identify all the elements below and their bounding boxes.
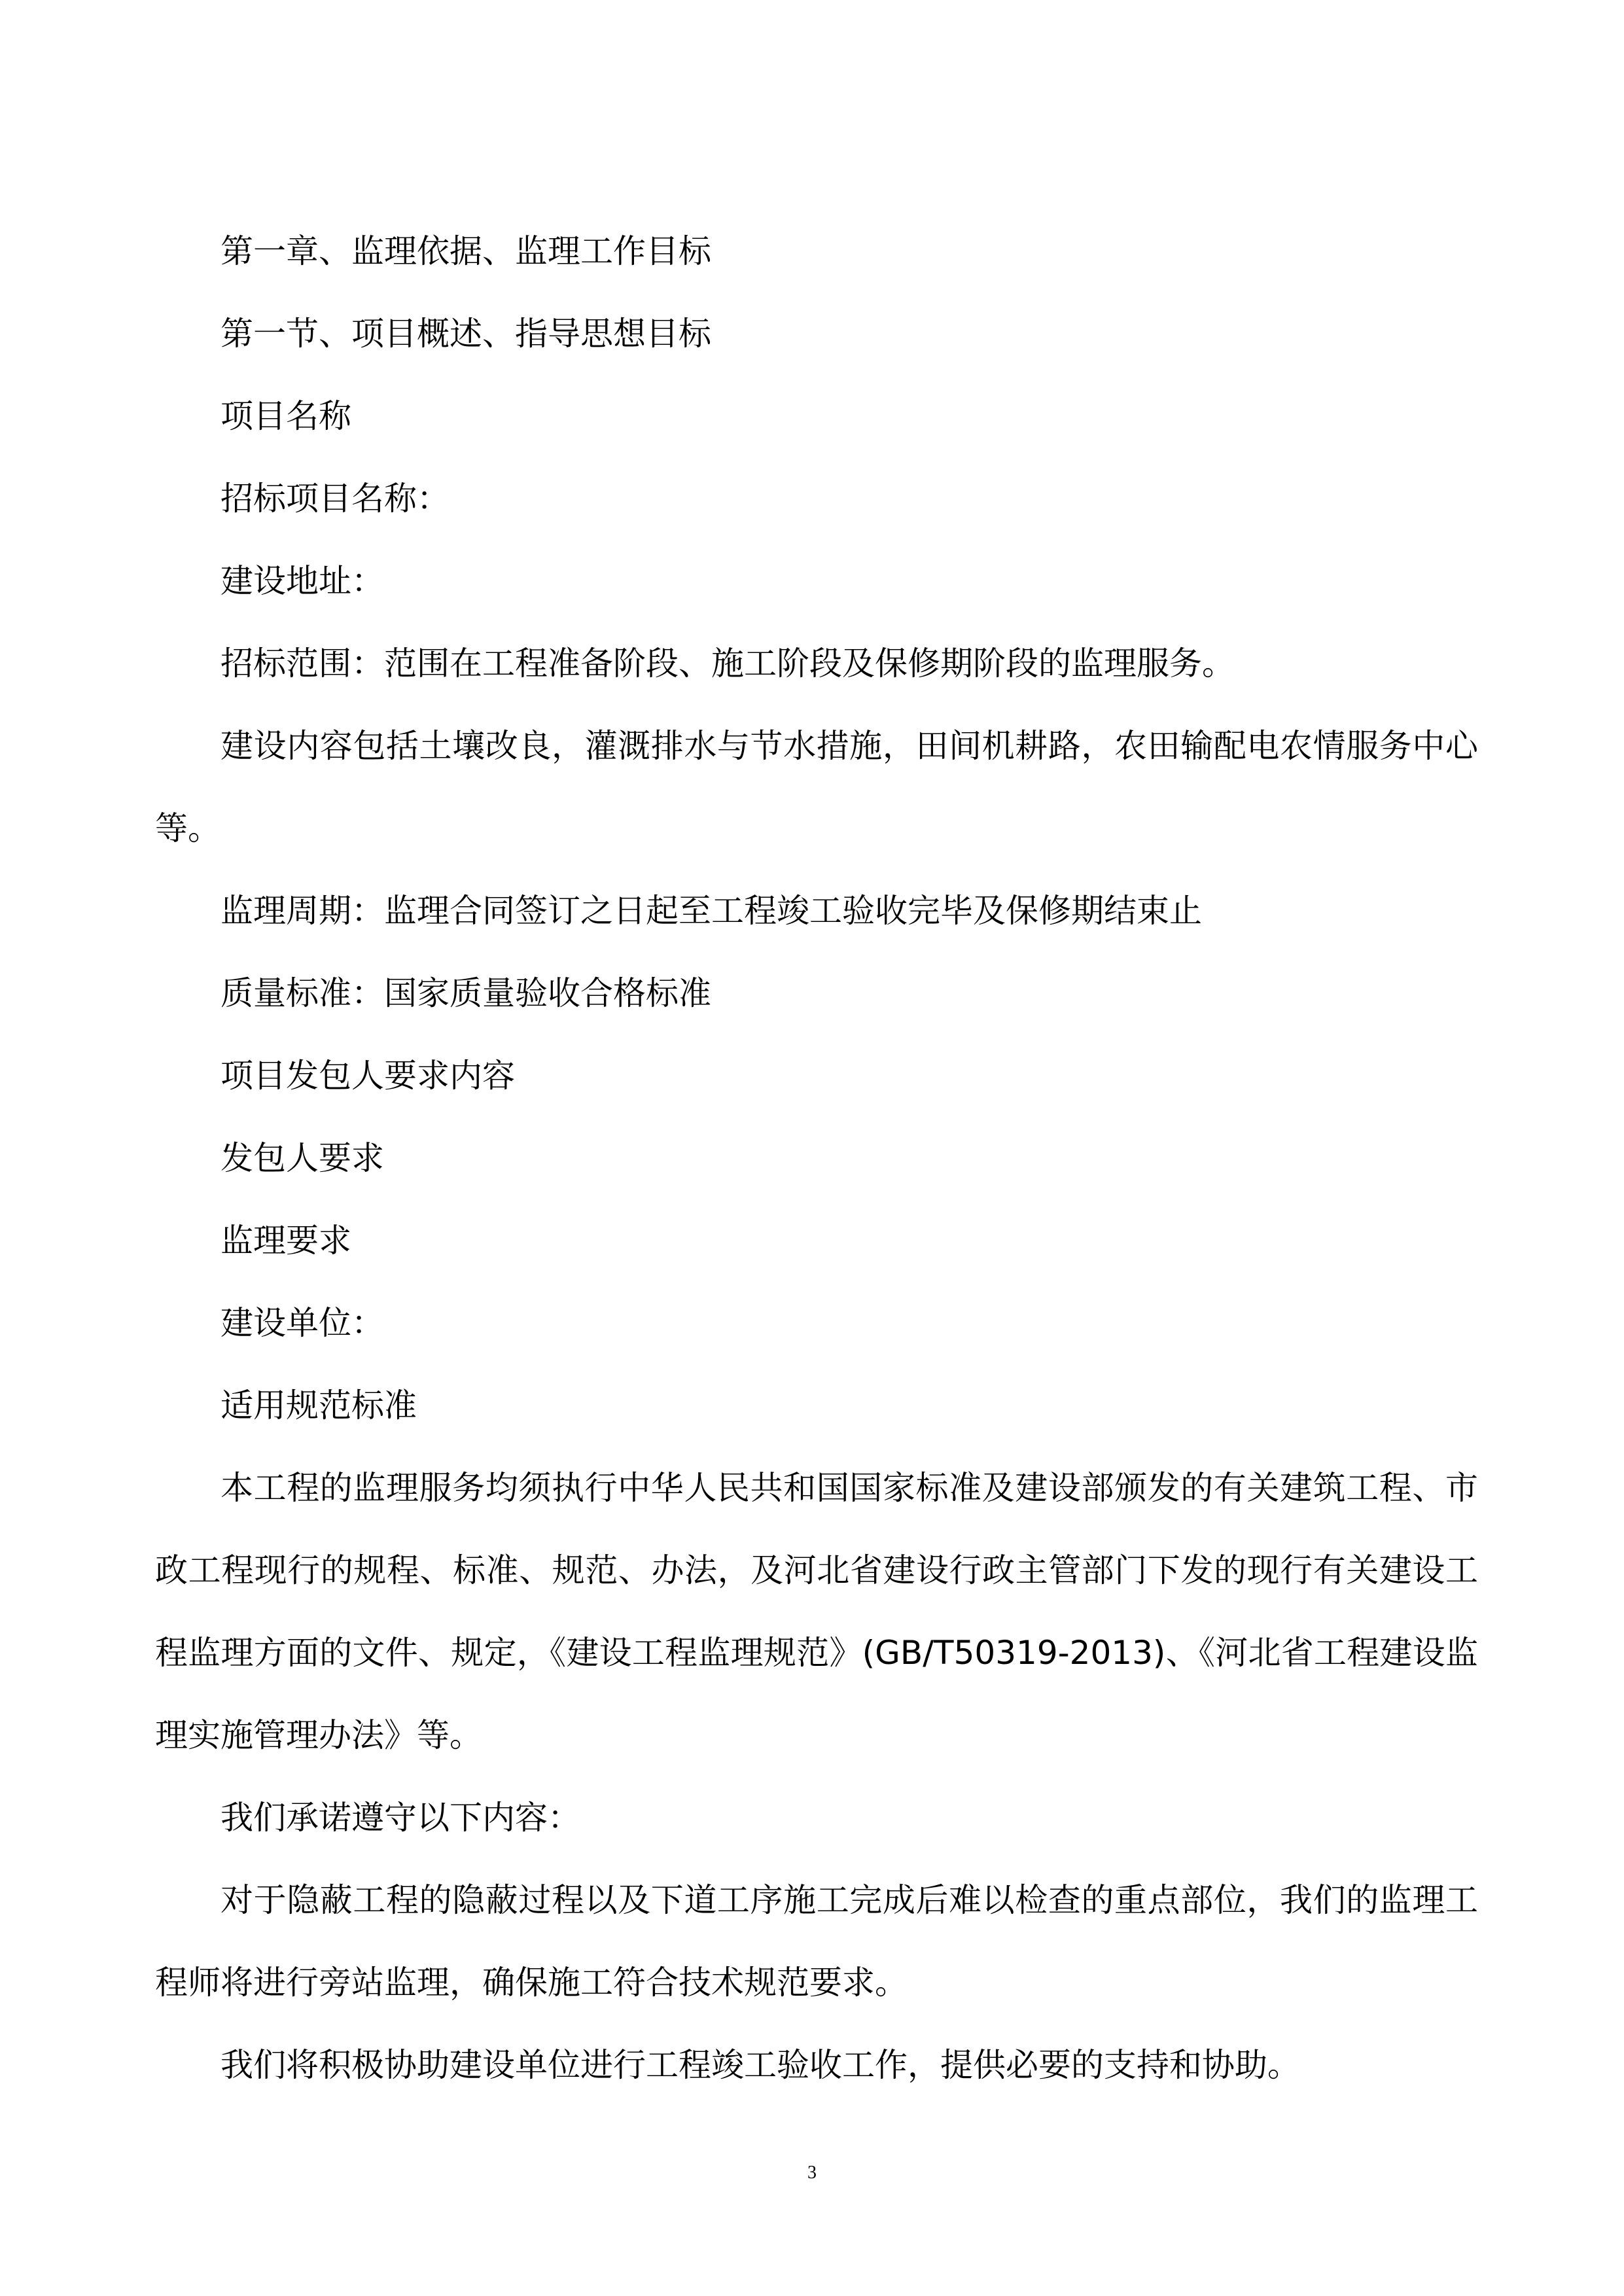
paragraph: 发包人要求 (221, 1139, 384, 1177)
paragraph: 建设内容包括土壤改良，灌溉排水与节水措施，田间机耕路，农田输配电农情服务中心等。 (155, 727, 1478, 847)
paragraph: 建设地址： (221, 562, 384, 600)
section-heading: 第一节、项目概述、指导思想目标 (221, 315, 711, 353)
paragraph: 适用规范标准 (221, 1386, 417, 1424)
paragraph: 质量标准：国家质量验收合格标准 (221, 974, 711, 1012)
paragraph: 本工程的监理服务均须执行中华人民共和国国家标准及建设部颁发的有关建筑工程、市政工程现行的规程、标准、规范、办法，及河北省建设行政主管部门下发的现行有关建设工程监理方面的文件、规定，《建设工程监理规范》(GB/T50319-2013)、《河北省工程建设监理实施管理办法》等。 (155, 1469, 1478, 1754)
paragraph: 对于隐蔽工程的隐蔽过程以及下道工序施工完成后难以检查的重点部位，我们的监理工程师将进行旁站监理，确保施工符合技术规范要求。 (155, 1881, 1478, 2002)
paragraph: 我们将积极协助建设单位进行工程竣工验收工作，提供必要的支持和协助。 (221, 2046, 1300, 2084)
paragraph: 招标范围：范围在工程准备阶段、施工阶段及保修期阶段的监理服务。 (221, 645, 1235, 682)
paragraph: 招标项目名称： (221, 480, 450, 518)
document-body (155, 210, 1478, 2106)
paragraph: 项目发包人要求内容 (221, 1057, 515, 1095)
paragraph: 项目名称 (221, 397, 351, 435)
chapter-heading: 第一章、监理依据、监理工作目标 (221, 232, 711, 270)
paragraph: 监理要求 (221, 1222, 351, 1260)
paragraph: 建设单位： (221, 1304, 384, 1342)
paragraph: 监理周期：监理合同签订之日起至工程竣工验收完毕及保修期结束止 (221, 892, 1202, 930)
page-number: 3 (807, 2163, 817, 2183)
paragraph: 我们承诺遵守以下内容： (221, 1799, 580, 1837)
